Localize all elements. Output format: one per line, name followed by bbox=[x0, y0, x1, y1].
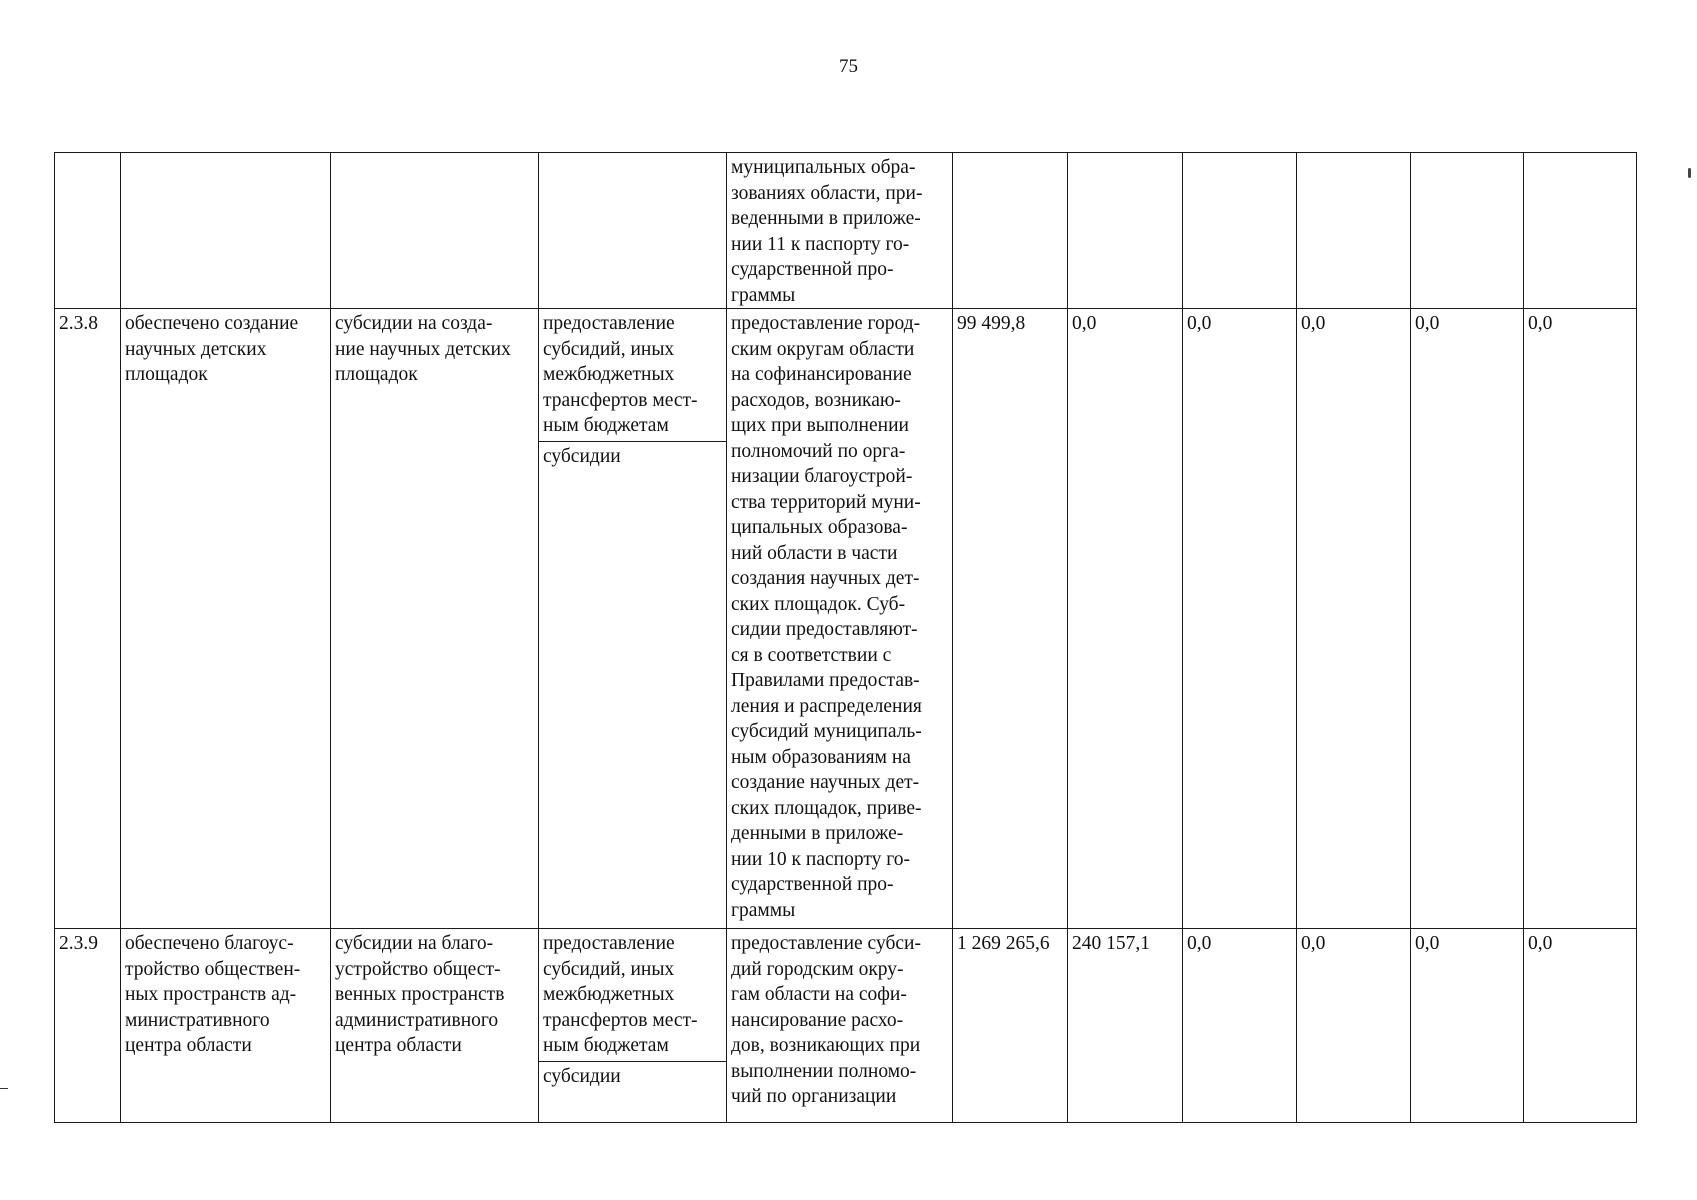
page-number: 75 bbox=[839, 56, 858, 77]
cell-value: 0,0 bbox=[1297, 929, 1411, 1123]
cell-value: 0,0 bbox=[1068, 309, 1183, 929]
type-sub: субсидии bbox=[543, 1065, 621, 1087]
type-sub: субсидии bbox=[543, 445, 621, 467]
cell-value bbox=[1524, 153, 1637, 309]
cell-number bbox=[55, 153, 121, 309]
scan-margin-mark bbox=[0, 1088, 8, 1089]
cell-result: обеспечено создание научных детских площадок bbox=[121, 309, 331, 929]
cell-description: предоставление город- ским округам области на софинансирование расходов, возникаю- щих при выполнении полномочий по орга- низации благоустрой- ства территорий муни- ципальных образова- ний области в части создания научных дет- ских площадок. Суб- сидии предоставляют- ся в соответствии с Правилами предостав- ления и распределения субсидий муниципаль- ным образованиям на создание научных дет- ских площадок, приве- денными в приложе- нии 10 к паспорту го- сударственной про- граммы bbox=[727, 309, 953, 929]
scan-margin-mark bbox=[1688, 168, 1691, 178]
cell-number: 2.3.9 bbox=[55, 929, 121, 1123]
cell-value: 0,0 bbox=[1183, 309, 1297, 929]
cell-result bbox=[121, 153, 331, 309]
cell-value bbox=[953, 153, 1068, 309]
cell-value bbox=[1297, 153, 1411, 309]
cell-value: 0,0 bbox=[1411, 929, 1524, 1123]
cell-type bbox=[539, 153, 727, 309]
cell-number: 2.3.8 bbox=[55, 309, 121, 929]
cell-value: 0,0 bbox=[1524, 309, 1637, 929]
cell-type bbox=[539, 309, 727, 929]
cell-value: 0,0 bbox=[1411, 309, 1524, 929]
type-main: предоставление субсидий, иных межбюджетных трансфертов мест- ным бюджетам bbox=[539, 929, 726, 1062]
type-main: предоставление субсидий, иных межбюджетных трансфертов мест- ным бюджетам bbox=[539, 309, 726, 442]
cell-description: муниципальных обра- зованиях области, при- веденными в приложе- нии 11 к паспорту го- сударственной про- граммы bbox=[727, 153, 953, 309]
cell-value: 99 499,8 bbox=[953, 309, 1068, 929]
cell-value: 0,0 bbox=[1183, 929, 1297, 1123]
table-row bbox=[55, 309, 1637, 929]
cell-description: предоставление субси- дий городским окру- гам области на софи- нансирование расхо- дов, возникающих при выполнении полномо- чий по организации bbox=[727, 929, 953, 1123]
cell-value bbox=[1411, 153, 1524, 309]
cell-measure: субсидии на созда- ние научных детских площадок bbox=[331, 309, 539, 929]
cell-value bbox=[1068, 153, 1183, 309]
table-row bbox=[55, 153, 1637, 309]
cell-value: 0,0 bbox=[1524, 929, 1637, 1123]
program-table bbox=[54, 152, 1637, 1123]
cell-measure bbox=[331, 153, 539, 309]
table-row bbox=[55, 929, 1637, 1123]
cell-value: 240 157,1 bbox=[1068, 929, 1183, 1123]
cell-type bbox=[539, 929, 727, 1123]
cell-value bbox=[1183, 153, 1297, 309]
cell-value: 1 269 265,6 bbox=[953, 929, 1068, 1123]
cell-measure: субсидии на благо- устройство общест- венных пространств административного центра области bbox=[331, 929, 539, 1123]
cell-value: 0,0 bbox=[1297, 309, 1411, 929]
cell-result: обеспечено благоус- тройство обществен- ных пространств ад- министративного центра области bbox=[121, 929, 331, 1123]
